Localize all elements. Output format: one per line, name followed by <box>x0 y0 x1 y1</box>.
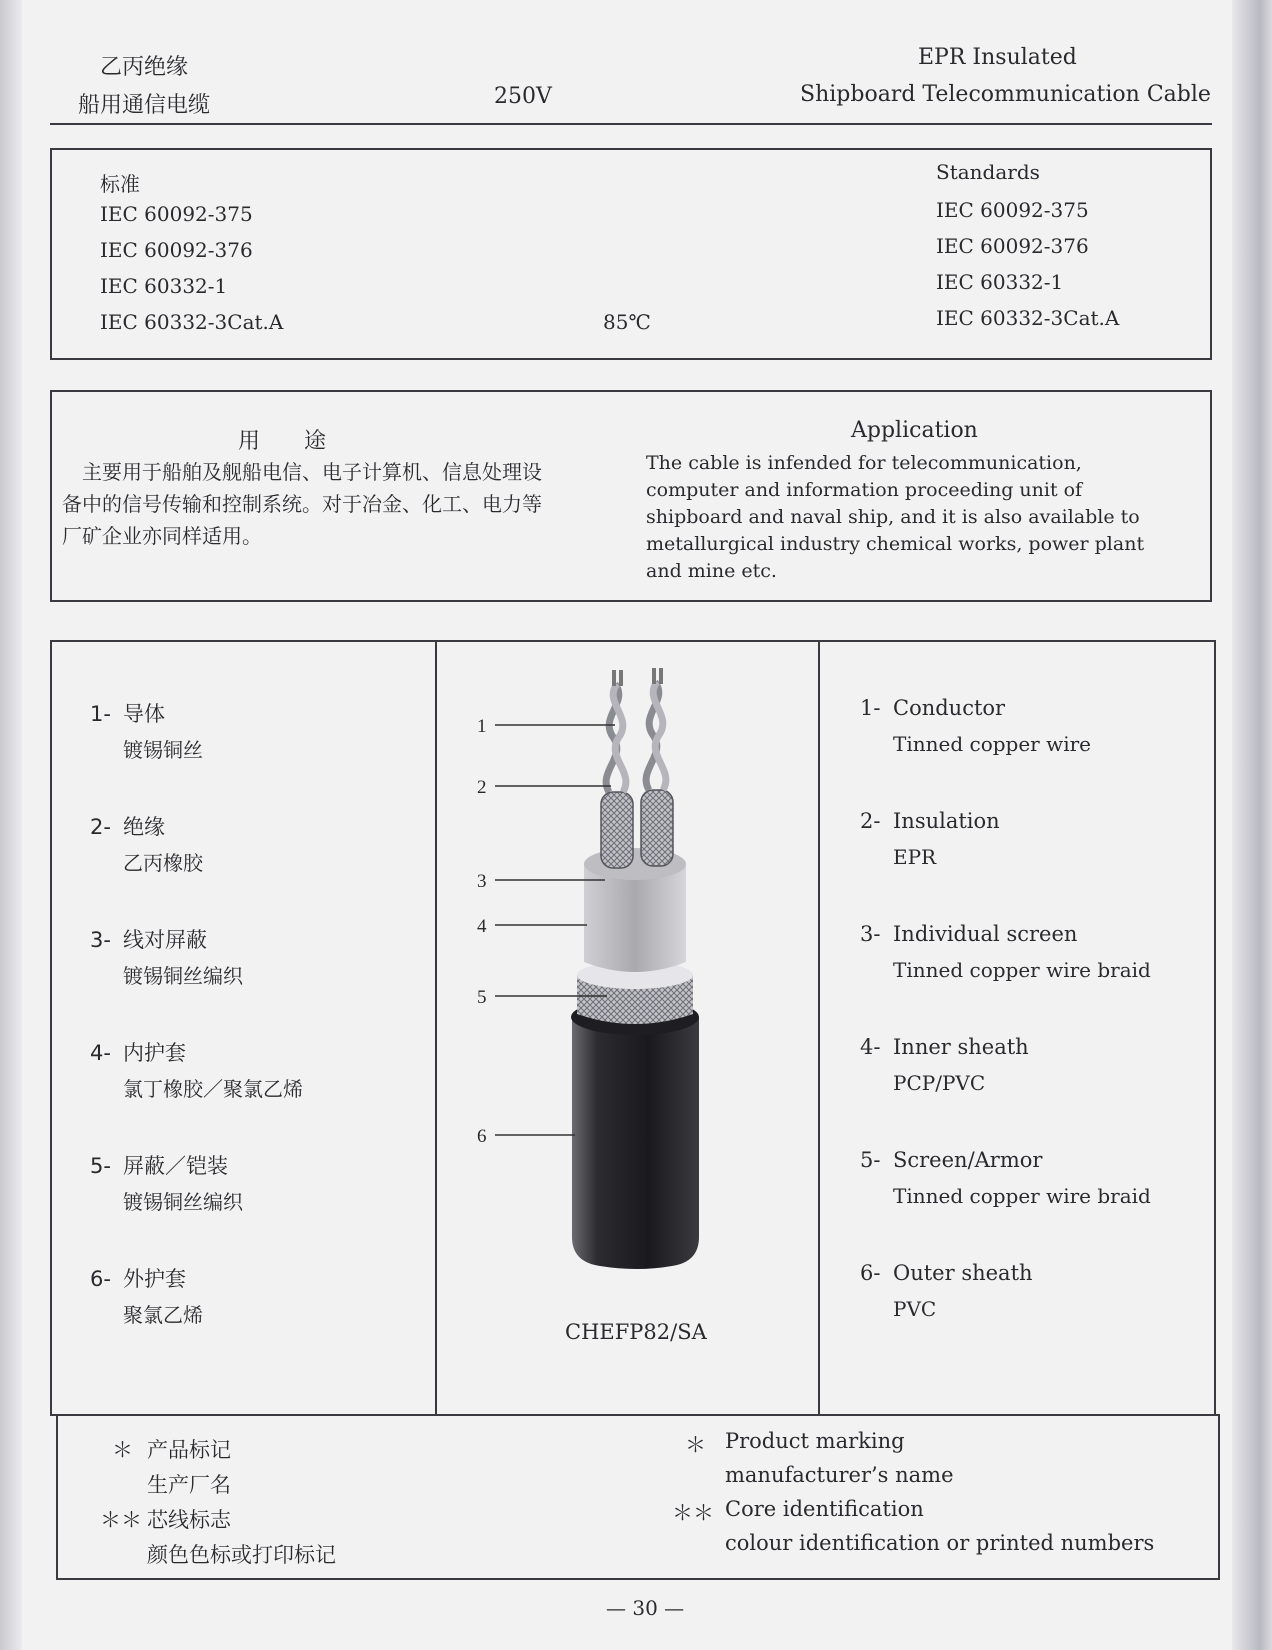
part-name: 绝缘 <box>123 815 165 839</box>
part-item <box>860 1142 1151 1255</box>
callout-number: 3 <box>477 871 487 892</box>
standard-item: IEC 60092-375 <box>100 202 253 226</box>
part-item <box>90 696 303 809</box>
marking-double-asterisk: ＊＊ <box>672 1501 714 1525</box>
page-edge-right <box>1232 0 1272 1650</box>
header-title-en-line2: Shipboard Telecommunication Cable <box>800 82 1211 107</box>
part-name: Conductor <box>893 696 1006 720</box>
part-item <box>90 809 303 922</box>
part-material: 聚氯乙烯 <box>123 1303 203 1327</box>
part-number: 6- <box>860 1261 881 1285</box>
standards-title-cn: 标准 <box>100 172 140 196</box>
core-identification-label-cn: 芯线标志 <box>147 1508 231 1532</box>
part-name: 导体 <box>123 702 165 726</box>
standards-title-en: Standards <box>936 160 1040 184</box>
rated-temperature: 85℃ <box>603 310 651 334</box>
standards-list-en <box>936 192 1119 336</box>
part-material: EPR <box>893 845 937 869</box>
part-material: 镀锡铜丝编织 <box>123 1190 243 1214</box>
core-identification-desc-cn: 颜色色标或打印标记 <box>147 1543 336 1567</box>
part-material: Tinned copper wire braid <box>893 1184 1151 1208</box>
standard-item: IEC 60332-1 <box>936 270 1064 294</box>
header-title-cn-line2: 船用通信电缆 <box>78 93 211 118</box>
part-item <box>860 1029 1151 1142</box>
standard-item: IEC 60092-376 <box>936 234 1089 258</box>
part-number: 5- <box>860 1148 881 1172</box>
part-name: 屏蔽／铠装 <box>123 1154 228 1178</box>
part-name: Inner sheath <box>893 1035 1029 1059</box>
core-identification-label-en: Core identification <box>725 1497 924 1521</box>
part-item <box>90 922 303 1035</box>
construction-divider-right <box>818 640 820 1416</box>
application-text-en: The cable is infended for telecommunication, computer and information proceeding unit of shipboard and naval ship, and it is also available to metallurgical industry chemical works, power plant and mine etc. <box>646 452 1145 582</box>
part-name: Insulation <box>893 809 1000 833</box>
marking-double-asterisk: ＊＊ <box>100 1508 142 1532</box>
part-number: 2- <box>860 809 881 833</box>
product-marking-label-en: Product marking <box>725 1429 905 1453</box>
standard-item: IEC 60092-376 <box>100 238 253 262</box>
cable-cross-section-illustration <box>437 642 817 1342</box>
part-number: 3- <box>860 922 881 946</box>
part-material: 氯丁橡胶／聚氯乙烯 <box>123 1077 303 1101</box>
header-rule <box>50 123 1212 125</box>
part-number: 3- <box>90 928 111 952</box>
marking-asterisk: ＊ <box>685 1433 706 1457</box>
page-spine-left <box>0 0 22 1650</box>
part-number: 1- <box>860 696 881 720</box>
product-marking-label-cn: 产品标记 <box>147 1438 231 1462</box>
callout-number: 4 <box>477 916 487 937</box>
part-item <box>860 803 1151 916</box>
part-material: 镀锡铜丝编织 <box>123 964 243 988</box>
standard-item: IEC 60332-1 <box>100 274 228 298</box>
part-item <box>90 1148 303 1261</box>
part-material: Tinned copper wire braid <box>893 958 1151 982</box>
core-identification-desc-en: colour identification or printed numbers <box>725 1531 1155 1555</box>
part-item <box>860 916 1151 1029</box>
cable-model-code: CHEFP82/SA <box>565 1320 707 1344</box>
parts-list-cn <box>90 696 303 1374</box>
part-material: PCP/PVC <box>893 1071 986 1095</box>
part-item <box>860 690 1151 803</box>
header-title-cn-line1: 乙丙绝缘 <box>100 55 189 80</box>
part-material: 乙丙橡胶 <box>123 851 203 875</box>
application-text-cn: 主要用于船舶及舰船电信、电子计算机、信息处理设备中的信号传输和控制系统。对于冶金、化工、电力等厂矿企业亦同样适用。 <box>62 460 542 548</box>
part-number: 6- <box>90 1267 111 1291</box>
part-name: Outer sheath <box>893 1261 1033 1285</box>
part-name: Individual screen <box>893 922 1078 946</box>
part-material: 镀锡铜丝 <box>123 738 203 762</box>
standards-list-cn <box>100 196 283 340</box>
part-name: 外护套 <box>123 1267 186 1291</box>
part-material: Tinned copper wire <box>893 732 1092 756</box>
application-title-cn: 用 途 <box>238 429 327 454</box>
callout-number: 1 <box>477 716 487 737</box>
part-number: 5- <box>90 1154 111 1178</box>
callout-number: 6 <box>477 1126 487 1147</box>
part-name: 内护套 <box>123 1041 186 1065</box>
callout-number: 2 <box>477 777 487 798</box>
page-number: — 30 — <box>606 1596 685 1620</box>
header-voltage: 250V <box>494 84 552 109</box>
part-number: 2- <box>90 815 111 839</box>
callout-number: 5 <box>477 987 487 1008</box>
product-marking-desc-cn: 生产厂名 <box>147 1473 231 1497</box>
standard-item: IEC 60332-3Cat.A <box>100 310 284 334</box>
header-title-en-line1: EPR Insulated <box>918 45 1077 70</box>
application-title-en: Application <box>851 418 978 443</box>
part-item <box>90 1035 303 1148</box>
product-marking-desc-en: manufacturer’s name <box>725 1463 954 1487</box>
marking-asterisk: ＊ <box>112 1438 133 1462</box>
standard-item: IEC 60332-3Cat.A <box>936 306 1120 330</box>
part-item <box>90 1261 303 1374</box>
part-material: PVC <box>893 1297 937 1321</box>
part-name: Screen/Armor <box>893 1148 1043 1172</box>
part-item <box>860 1255 1151 1368</box>
part-number: 4- <box>90 1041 111 1065</box>
part-number: 4- <box>860 1035 881 1059</box>
standard-item: IEC 60092-375 <box>936 198 1089 222</box>
parts-list-en <box>860 690 1151 1368</box>
part-name: 线对屏蔽 <box>123 928 207 952</box>
part-number: 1- <box>90 702 111 726</box>
